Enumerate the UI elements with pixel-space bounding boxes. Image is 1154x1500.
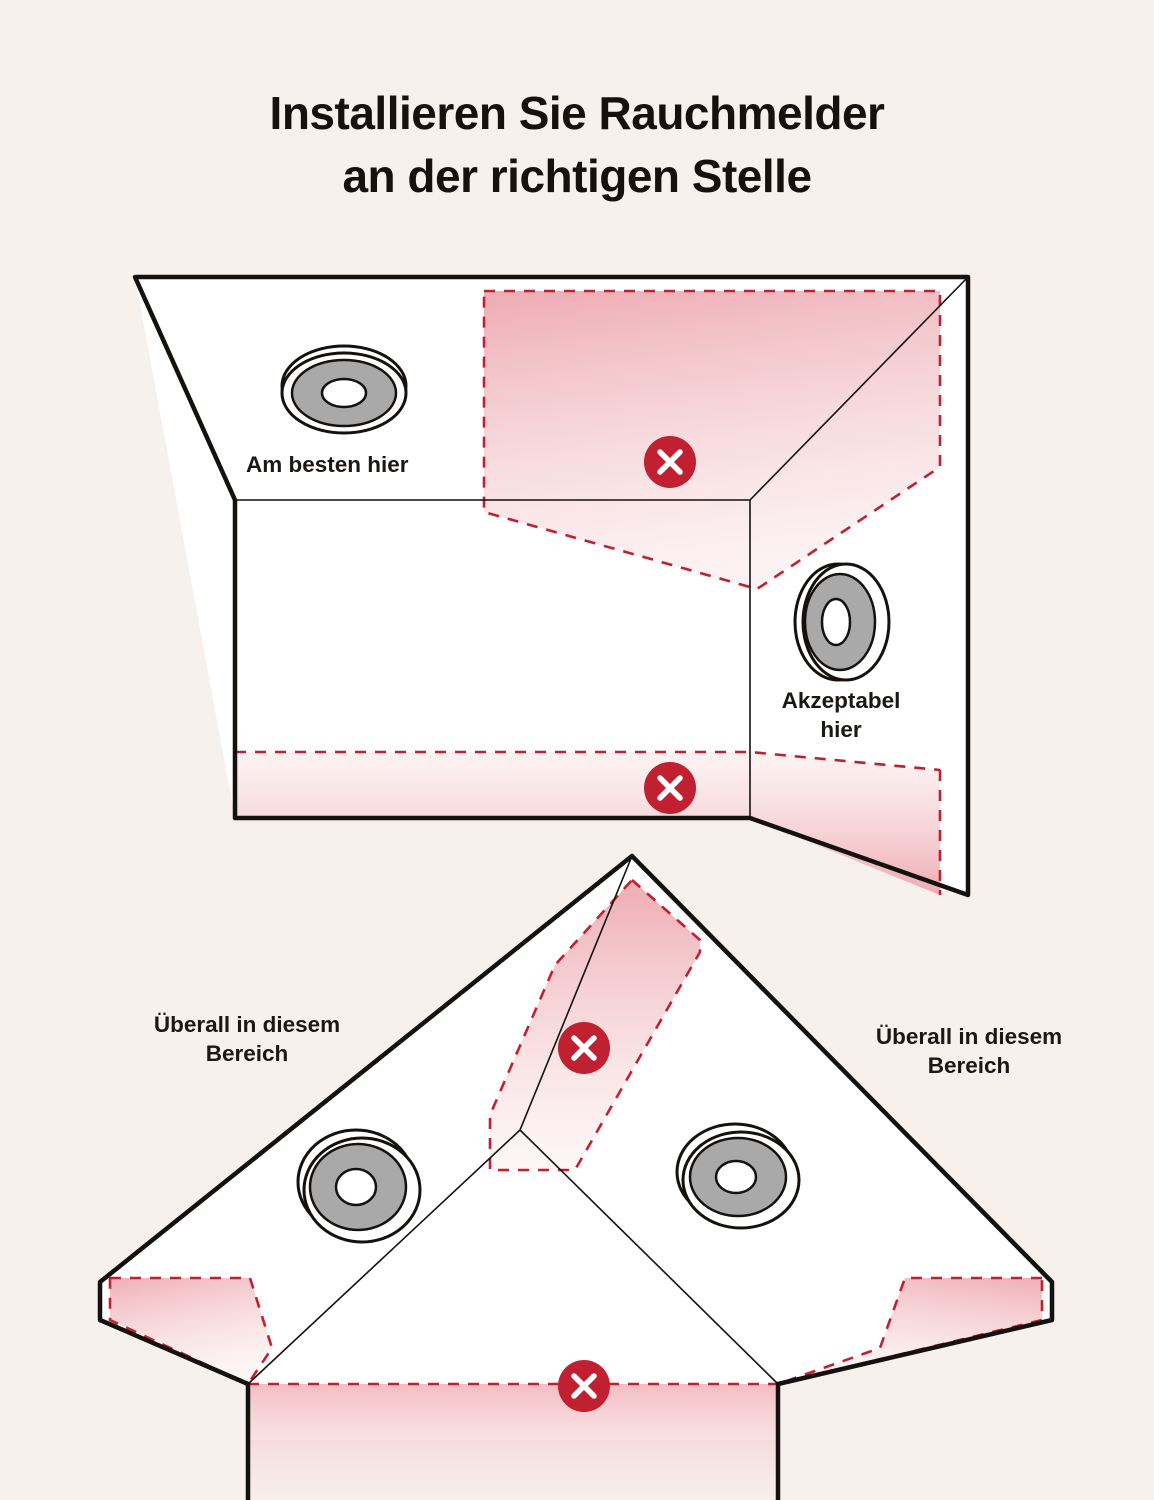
bottom-scene (100, 856, 1052, 1500)
label-best-placement-text: Am besten hier (246, 452, 409, 477)
forbidden-badge-ceiling (644, 436, 696, 488)
forbidden-badge-corner (558, 1022, 610, 1074)
forbidden-zone-wall-band (235, 752, 940, 895)
label-area-right-line-1: Überall in diesem (875, 1024, 1063, 1049)
label-acceptable-line-2: hier (820, 717, 862, 743)
label-area-left-line-2: Bereich (205, 1041, 289, 1067)
forbidden-badge-wall (644, 762, 696, 814)
label-acceptable-placement (745, 686, 937, 745)
label-best-placement (246, 450, 482, 479)
page-title-line-1: Installieren Sie Rauchmelder (269, 87, 885, 139)
forbidden-zone-band-bottom (248, 1384, 778, 1500)
detector-wall-acceptable (795, 564, 889, 680)
forbidden-badge-bottom (558, 1360, 610, 1412)
label-acceptable-line-1: Akzeptabel (781, 688, 901, 713)
detector-ceiling-best (282, 346, 406, 433)
label-area-right-line-2: Bereich (927, 1053, 1011, 1079)
page-title-line-2: an der richtigen Stelle (342, 150, 812, 203)
label-area-left (100, 1010, 394, 1069)
label-area-right (832, 1022, 1106, 1081)
top-scene (135, 277, 968, 895)
label-area-left-line-1: Überall in diesem (153, 1012, 341, 1037)
